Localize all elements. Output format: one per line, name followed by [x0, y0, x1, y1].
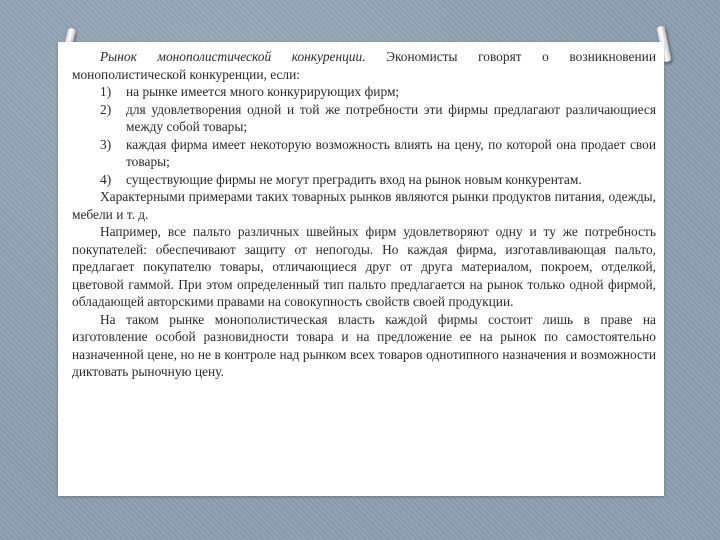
section-title: Рынок монополистической конкуренции.	[100, 49, 366, 64]
condition-number: 4)	[100, 171, 112, 187]
coats-paragraph: Например, все пальто различных швейных фирм удовлетворяют одну и ту же потребность покупателей: обеспечивают защиту от непогоды. Но каждая фирма, изготавливающая пальто, предлагает покупателю товары, отличающиеся друг от друга материалом, покроем, отделкой, цветовой гаммой. При этом определенный тип пальто предлагается на рынок только одной фирмой, обладающей авторскими правами на совокупность свойств своей продукции.	[72, 224, 656, 309]
condition-number: 2)	[100, 101, 112, 117]
condition-item	[72, 136, 656, 171]
intro-paragraph	[72, 48, 656, 83]
examples-paragraph: Характерными примерами таких товарных рынков являются рынки продуктов питания, одежды, мебели и т. д.	[72, 189, 656, 222]
intro-text: Экономисты говорят о возникновении монополистической конкуренции, если:	[72, 49, 656, 82]
condition-text: существующие фирмы не могут преградить вход на рынок новым конкурентам.	[126, 171, 582, 187]
condition-number: 3)	[100, 136, 112, 152]
condition-item	[72, 83, 656, 101]
condition-item	[72, 101, 656, 136]
document-text	[72, 48, 656, 381]
condition-number: 1)	[100, 84, 112, 99]
condition-text: для удовлетворения одной и той же потребности эти фирмы предлагают различающиеся между собой товары;	[126, 101, 656, 134]
condition-text: каждая фирма имеет некоторую возможность влиять на цену, по которой она продает свои товары;	[126, 136, 656, 169]
condition-text: на рынке имеется много конкурирующих фирм;	[126, 84, 400, 99]
power-paragraph: На таком рынке монополистическая власть каждой фирмы состоит лишь в праве на изготовление особой разновидности товара и на предложение ее на рынок по самостоятельно назначенной цене, но не в контроле над рынком всех товаров однотипного назначения и возможности диктовать рыночную цену.	[72, 311, 656, 379]
condition-item	[72, 171, 656, 189]
